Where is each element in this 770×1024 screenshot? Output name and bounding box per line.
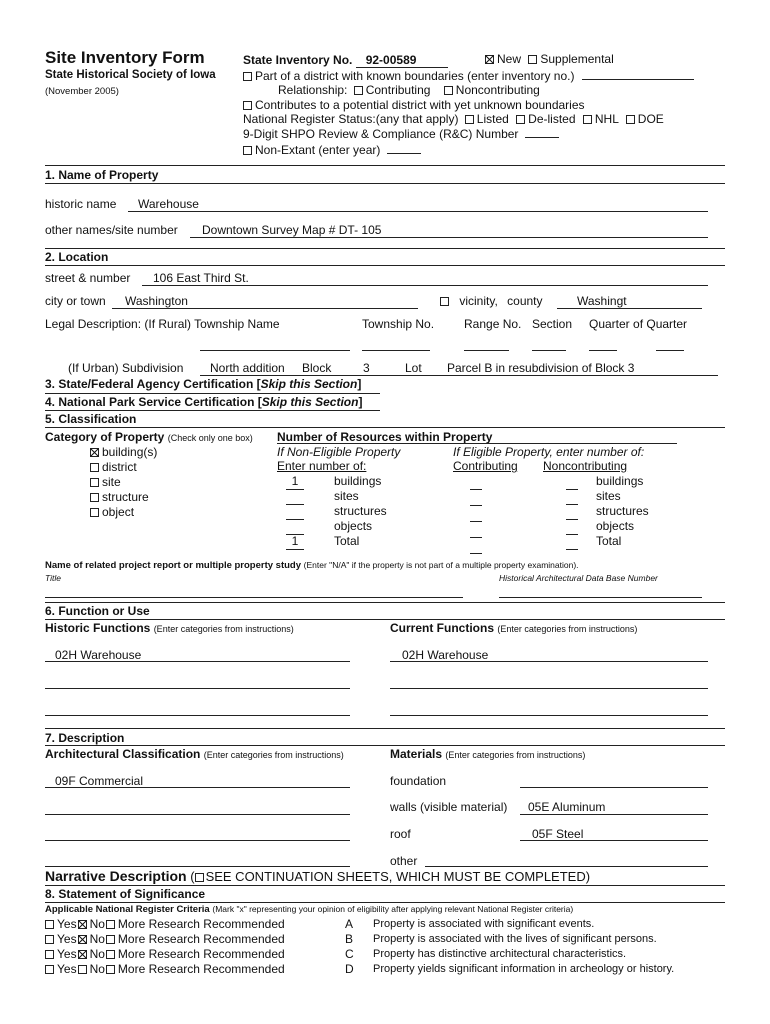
more-research-checkbox[interactable] [106,920,115,929]
historic-function-value: 02H Warehouse [55,648,142,662]
other-names-label: other names/site number [45,223,178,237]
nonextant-label: Non-Extant (enter year) [255,143,381,157]
section-2-title: 2. Location [45,250,109,264]
range-no-label: Range No. [464,317,522,331]
vicinity-row [440,294,543,308]
divider [45,165,725,166]
category-site: site [90,475,157,490]
vicinity-label: vicinity, [459,294,498,308]
nonelig-count[interactable] [286,489,304,505]
site-checkbox[interactable] [90,478,99,487]
divider [45,728,725,729]
quarter-field[interactable] [589,350,617,351]
yes-checkbox[interactable] [45,935,54,944]
historic-name-label: historic name [45,197,117,211]
district-checkbox[interactable] [243,72,252,81]
subdivision-value: North addition [210,361,285,375]
form-title: Site Inventory Form [45,48,205,67]
nhl-checkbox[interactable] [583,115,592,124]
historic-name-value: Warehouse [138,197,199,211]
walls-label: walls (visible material) [390,800,508,814]
other-names-value: Downtown Survey Map # DT- 105 [202,223,382,237]
quarter-of-quarter-field[interactable] [656,350,684,351]
other-names-field[interactable] [190,237,708,238]
current-function-value: 02H Warehouse [402,648,489,662]
category-object: object [90,505,157,520]
materials-header: Materials (Enter categories from instructions) [390,747,586,761]
contributing-count[interactable] [470,506,482,522]
walls-field[interactable] [520,814,708,815]
lot-value: Parcel B in resubdivision of Block 3 [447,361,635,375]
structure-checkbox[interactable] [90,493,99,502]
more-research-checkbox[interactable] [106,965,115,974]
current-function-field[interactable] [390,688,708,689]
noncontributing-count[interactable] [566,534,578,550]
legal-description-label: Legal Description: (If Rural) Township Name [45,317,280,331]
divider [45,902,725,903]
yes-checkbox[interactable] [45,920,54,929]
divider [277,443,677,444]
potential-district-checkbox[interactable] [243,101,252,110]
divider [45,602,725,603]
new-supplemental-row [485,52,614,66]
category-header: Category of Property (Check only one box) [45,430,253,444]
society-name: State Historical Society of Iowa [45,69,216,81]
foundation-label: foundation [390,774,447,788]
roof-label: roof [390,827,411,841]
criterion-row-c: Yes No More Research Recommended C Property has distinctive architectural characteristics. [45,947,725,962]
category-building: building(s) [90,445,157,460]
nonelig-count[interactable]: 1 [286,474,304,490]
roof-value: 05F Steel [532,827,584,841]
divider [45,619,725,620]
noneligible-label: If Non-Eligible Property [277,445,401,459]
doe-checkbox[interactable] [626,115,635,124]
no-checkbox[interactable] [78,920,87,929]
enter-number-label: Enter number of: [277,459,367,473]
relationship-label: Relationship: [278,83,348,97]
street-value: 106 East Third St. [153,271,249,285]
section-field[interactable] [532,350,566,351]
hadb-field[interactable] [499,597,702,598]
noncontributing-rows: buildings sites structures objects Total [566,474,578,549]
noncontributing-count[interactable] [566,474,578,490]
arch-class-header: Architectural Classification (Enter categories from instructions) [45,747,344,761]
divider [45,393,380,394]
nhl-label: NHL [594,112,619,126]
supplemental-label: Supplemental [540,52,614,66]
building-checkbox[interactable] [90,448,99,457]
eligible-label: If Eligible Property, enter number of: [453,445,645,459]
inventory-label: State Inventory No. [243,53,353,67]
historic-name-field[interactable] [128,211,708,212]
divider [45,427,725,428]
city-value: Washington [125,294,188,308]
listed-checkbox[interactable] [465,115,474,124]
criteria-header: Applicable National Register Criteria (Mark "x" representing your opinion of eligibility after applying relevant National Register criteria) [45,904,574,915]
county-field[interactable] [557,308,702,309]
related-study-label: Name of related project report or multiple property study (Enter "N/A" if the property is not part of a multiple property examination). [45,560,579,571]
criterion-row-b: Yes No More Research Recommended B Property is associated with the lives of significant persons. [45,932,725,947]
inventory-number-row [243,53,448,68]
contributing-col-label: Contributing [453,459,518,473]
criterion-row-a: Yes No More Research Recommended A Property is associated with significant events. [45,917,725,932]
shpo-label: 9-Digit SHPO Review & Compliance (R&C) Number [243,127,519,141]
doe-label: DOE [637,112,664,126]
contributing-label: Contributing [365,83,431,97]
resource-rows: 1 buildings sites structures objects 1 Total [286,474,304,549]
potential-district-row [243,98,585,112]
district-label: Part of a district with known boundaries (enter inventory no.) [255,69,575,83]
arch-class-value: 09F Commercial [55,774,144,788]
resources-header: Number of Resources within Property [277,430,493,444]
hadb-label: Historical Architectural Data Base Number [499,573,658,583]
nr-status-label: National Register Status:(any that apply) [243,112,459,126]
street-field[interactable] [142,285,708,286]
more-research-checkbox[interactable] [106,950,115,959]
section-1-title: 1. Name of Property [45,168,159,182]
section-3-title: 3. State/Federal Agency Certification [Skip this Section] [45,377,362,391]
street-label: street & number [45,271,131,285]
category-list [90,445,157,520]
nonelig-total[interactable]: 1 [286,534,304,550]
other-material-field[interactable] [425,866,708,867]
criterion-row-d: Yes No More Research Recommended D Property yields significant information in archeology or history. [45,962,725,977]
delisted-checkbox[interactable] [516,115,525,124]
section-8-title: 8. Statement of Significance [45,887,206,901]
section-4-title: 4. National Park Service Certification [Skip this Section] [45,395,363,409]
new-label: New [497,52,522,66]
arch-class-field[interactable] [45,787,350,788]
current-function-field[interactable] [390,661,708,662]
more-research-checkbox[interactable] [106,935,115,944]
range-no-field[interactable] [464,350,509,351]
nonelig-count[interactable] [286,504,304,520]
contributing-count[interactable] [470,522,482,538]
no-checkbox[interactable] [78,935,87,944]
listed-label: Listed [476,112,509,126]
nonextant-row [243,143,421,157]
supplemental-checkbox[interactable] [528,55,537,64]
section-7-title: 7. Description [45,731,125,745]
related-title-field[interactable] [45,597,463,598]
district-checkbox[interactable] [90,463,99,472]
nonelig-count[interactable] [286,519,304,535]
noncontributing-count[interactable] [566,489,578,505]
historic-function-field[interactable] [45,715,350,716]
criteria-rows [45,917,725,977]
district-row [243,69,694,83]
arch-class-field[interactable] [45,814,350,815]
divider [45,410,380,411]
city-label: city or town [45,294,106,308]
noncontributing-count[interactable] [566,504,578,520]
township-name-field[interactable] [200,350,350,351]
no-checkbox[interactable] [78,950,87,959]
noncontributing-count[interactable] [566,519,578,535]
urban-field[interactable] [200,375,718,376]
narrative-row: Narrative Description ( SEE CONTINUATION SHEETS, WHICH MUST BE COMPLETED) [45,868,591,884]
block-value: 3 [363,361,370,375]
quarter-label: Quarter of Quarter [589,317,688,331]
noncontributing-checkbox[interactable] [444,86,453,95]
no-checkbox[interactable] [78,965,87,974]
township-no-field[interactable] [362,350,430,351]
nonextant-checkbox[interactable] [243,146,252,155]
historic-function-field[interactable] [45,661,350,662]
object-checkbox[interactable] [90,508,99,517]
shpo-row [243,127,559,141]
city-field[interactable] [112,308,418,309]
divider [45,265,725,266]
contributing-count[interactable] [470,538,482,554]
foundation-field[interactable] [520,787,708,788]
other-material-label: other [390,854,418,868]
relationship-row [278,83,540,97]
current-functions-header: Current Functions (Enter categories from instructions) [390,621,638,635]
contributing-counts [470,474,482,554]
new-checkbox[interactable] [485,55,494,64]
contributing-checkbox[interactable] [354,86,363,95]
narrative-checkbox[interactable] [195,873,204,882]
county-label: county [507,294,543,308]
divider [45,745,725,746]
contributing-count[interactable] [470,474,482,490]
divider [45,885,725,886]
inventory-number-field[interactable]: 92-00589 [356,53,448,68]
section-5-title: 5. Classification [45,412,137,426]
historic-functions-header: Historic Functions (Enter categories from instructions) [45,621,294,635]
walls-value: 05E Aluminum [528,800,606,814]
divider [45,183,725,184]
district-field[interactable] [582,79,694,80]
divider [45,248,725,249]
yes-checkbox[interactable] [45,950,54,959]
noncontributing-label: Noncontributing [455,83,540,97]
county-value: Washingt [577,294,627,308]
historic-function-field[interactable] [45,688,350,689]
form-date: (November 2005) [45,86,119,97]
nonextant-year-field[interactable] [387,153,421,154]
section-6-title: 6. Function or Use [45,604,150,618]
lot-label: Lot [405,361,422,375]
urban-subdivision-label: (If Urban) Subdivision [68,361,184,375]
vicinity-checkbox[interactable] [440,297,449,306]
block-label: Block [302,361,332,375]
delisted-label: De-listed [528,112,576,126]
category-district: district [90,460,157,475]
shpo-field[interactable] [525,137,559,138]
yes-checkbox[interactable] [45,965,54,974]
arch-class-field[interactable] [45,840,350,841]
potential-district-label: Contributes to a potential district with yet unknown boundaries [255,98,585,112]
contributing-count[interactable] [470,490,482,506]
nr-status-row [243,112,664,126]
section-label: Section [532,317,573,331]
current-function-field[interactable] [390,715,708,716]
category-structure: structure [90,490,157,505]
arch-class-field[interactable] [45,866,350,867]
township-no-label: Township No. [362,317,435,331]
title-label: Title [45,573,61,583]
noncontributing-col-label: Noncontributing [543,459,628,473]
